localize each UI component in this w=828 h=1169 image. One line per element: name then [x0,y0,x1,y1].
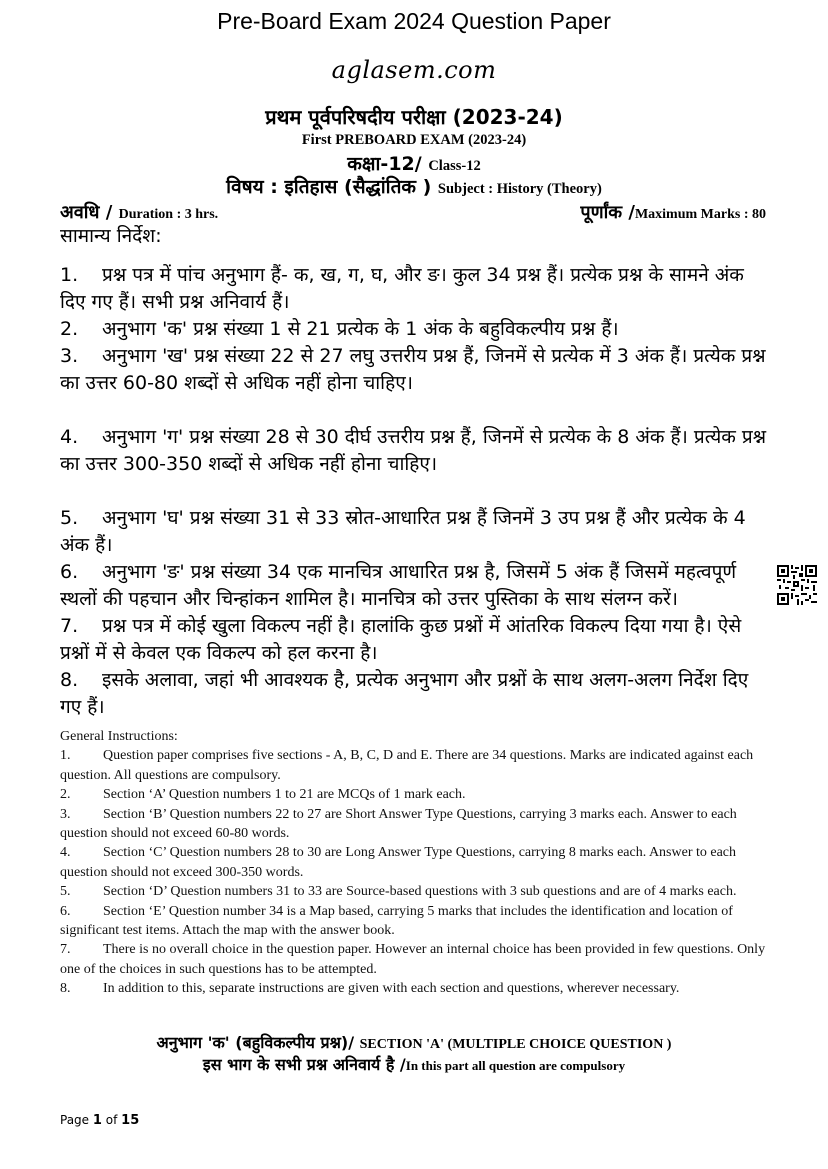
item-number: 1. [60,748,71,764]
item-text: Section ‘E’ Question number 34 is a Map based, carrying 5 marks that includes the identification and location of significant test items. Attach the map with the answer book. [60,903,733,939]
list-item [60,940,772,979]
item-number: 4. [60,845,71,861]
duration [60,200,218,224]
item-number: 3. [60,806,71,822]
list-item [60,667,772,721]
class-english: Class-12 [428,158,481,174]
item-number: 7. [60,942,71,958]
page-banner: Pre-Board Exam 2024 Question Paper [217,8,611,34]
list-item [60,843,772,882]
item-text: प्रश्न पत्र में पांच अनुभाग हैं- क, ख, ग, घ, और ङ। कुल 34 प्रश्न हैं। प्रत्येक प्रश्न के सामने अंक दिए गए हैं। सभी प्रश्न अनिवार्य हैं। [60,264,744,313]
list-item [60,785,772,804]
section-a-heading-hindi: अनुभाग 'क' (बहुविकल्पीय प्रश्न)/ [156,1033,355,1052]
item-text: Section ‘C’ Question numbers 28 to 30 are Long Answer Type Questions, carrying 8 marks each. Answer to each question should not exceed 300-350 words. [60,845,737,880]
item-number: 3. [60,345,79,367]
list-item [60,805,772,844]
item-text: Section ‘D’ Question numbers 31 to 33 are Source-based questions with 3 sub questions and are of 4 marks each. [103,884,737,900]
section-a-heading-english: SECTION 'A' (MULTIPLE CHOICE QUESTION ) [359,1037,672,1052]
qr-code-icon [777,565,817,605]
marks-english: Maximum Marks : 80 [634,207,766,222]
item-text: अनुभाग 'ङ' प्रश्न संख्या 34 एक मानचित्र आधारित प्रश्न है, जिसमें 5 अंक हैं जिसमें महत्वपूर्ण स्थलों की पहचान और चिन्हांकन शामिल है। मानचित्र को उत्तर पुस्तिका के साथ संलग्न करें। [60,561,737,610]
duration-english: Duration : 3 hrs. [118,207,219,222]
instructions-hindi-title: सामान्य निर्देश: [60,225,162,247]
item-number: 4. [60,426,79,448]
item-number: 8. [60,669,79,691]
section-a-note-english: In this part all question are compulsory [405,1058,626,1073]
list-item [60,979,772,998]
section-a-note [0,1053,828,1075]
item-number: 8. [60,981,71,997]
item-number: 6. [60,561,79,583]
duration-hindi: अवधि / [60,202,113,223]
of-word: of [105,1113,118,1127]
item-text: In addition to this, separate instructions are given with each section and questions, wherever necessary. [103,981,680,997]
instructions-english [60,727,772,999]
item-number: 5. [60,507,79,529]
item-text: इसके अलावा, जहां भी आवश्यक है, प्रत्येक अनुभाग और प्रश्नों के साथ अलग-अलग निर्देश दिए गए हैं। [60,669,749,718]
list-item [60,424,772,478]
list-item [60,343,772,397]
exam-title-english: First PREBOARD EXAM (2023-24) [301,132,527,148]
item-text: अनुभाग 'क' प्रश्न संख्या 1 से 21 प्रत्येक के 1 अंक के बहुविकल्पीय प्रश्न हैं। [102,318,619,340]
instructions-hindi-list [60,262,772,721]
item-text: Section ‘B’ Question numbers 22 to 27 are Short Answer Type Questions, carrying 3 marks each. Answer to each question should not exceed 60-80 words. [60,806,737,842]
item-text: Question paper comprises five sections - A, B, C, D and E. There are 34 questions. Marks are indicated against each question. All questions are compulsory. [60,748,754,783]
item-text: Section ‘A’ Question numbers 1 to 21 are MCQs of 1 mark each. [103,787,466,803]
list-item [60,902,772,941]
section-a-note-hindi: इस भाग के सभी प्रश्न अनिवार्य है / [202,1055,406,1074]
subject-hindi: विषय : इतिहास (सैद्धांतिक ) [226,176,432,198]
exam-title-hindi: प्रथम पूर्वपरिषदीय परीक्षा (2023-24) [265,105,563,129]
list-item [60,316,772,343]
item-number: 2. [60,787,71,803]
class-hindi: कक्षा-12/ [347,153,422,175]
list-item [60,882,772,901]
item-number: 7. [60,615,79,637]
list-item [60,613,772,667]
item-text: प्रश्न पत्र में कोई खुला विकल्प नहीं है। हालांकि कुछ प्रश्नों में आंतरिक विकल्प दिया गया है। ऐसे प्रश्नों में से केवल एक विकल्प को हल करना है। [60,615,742,664]
item-number: 2. [60,318,79,340]
item-text: There is no overall choice in the question paper. However an internal choice has been provided in few questions. Only one of the choices in such questions has to be attempted. [60,942,766,977]
list-item [60,746,772,785]
instructions-english-list [60,746,772,998]
subject-english: Subject : History (Theory) [437,181,602,197]
item-number: 6. [60,903,71,919]
list-item [60,559,772,613]
section-a-heading [0,1031,828,1053]
list-item [60,262,772,316]
page-word: Page [60,1113,90,1127]
instructions-english-title: General Instructions: [60,729,178,744]
page-total: 15 [121,1113,140,1128]
maximum-marks [580,200,766,224]
item-text: अनुभाग 'घ' प्रश्न संख्या 31 से 33 स्रोत-आधारित प्रश्न हैं जिनमें 3 उप प्रश्न हैं और प्रत्येक के 4 अंक हैं। [60,507,746,556]
item-number: 5. [60,884,71,900]
page-number: 1 [92,1113,102,1128]
list-item [60,505,772,559]
item-number: 1. [60,264,79,286]
subject-line [0,173,828,199]
site-logo: aglasem.com [331,56,497,84]
item-text: अनुभाग 'ग' प्रश्न संख्या 28 से 30 दीर्घ उत्तरीय प्रश्न हैं, जिनमें से प्रत्येक के 8 अंक हैं। प्रत्येक प्रश्न का उत्तर 300-350 शब्दों से अधिक नहीं होना चाहिए। [60,426,767,475]
page-footer [60,1113,139,1128]
item-text: अनुभाग 'ख' प्रश्न संख्या 22 से 27 लघु उत्तरीय प्रश्न हैं, जिनमें से प्रत्येक में 3 अंक हैं। प्रत्येक प्रश्न का उत्तर 60-80 शब्दों से अधिक नहीं होना चाहिए। [60,345,766,394]
marks-hindi: पूर्णांक / [580,202,635,223]
